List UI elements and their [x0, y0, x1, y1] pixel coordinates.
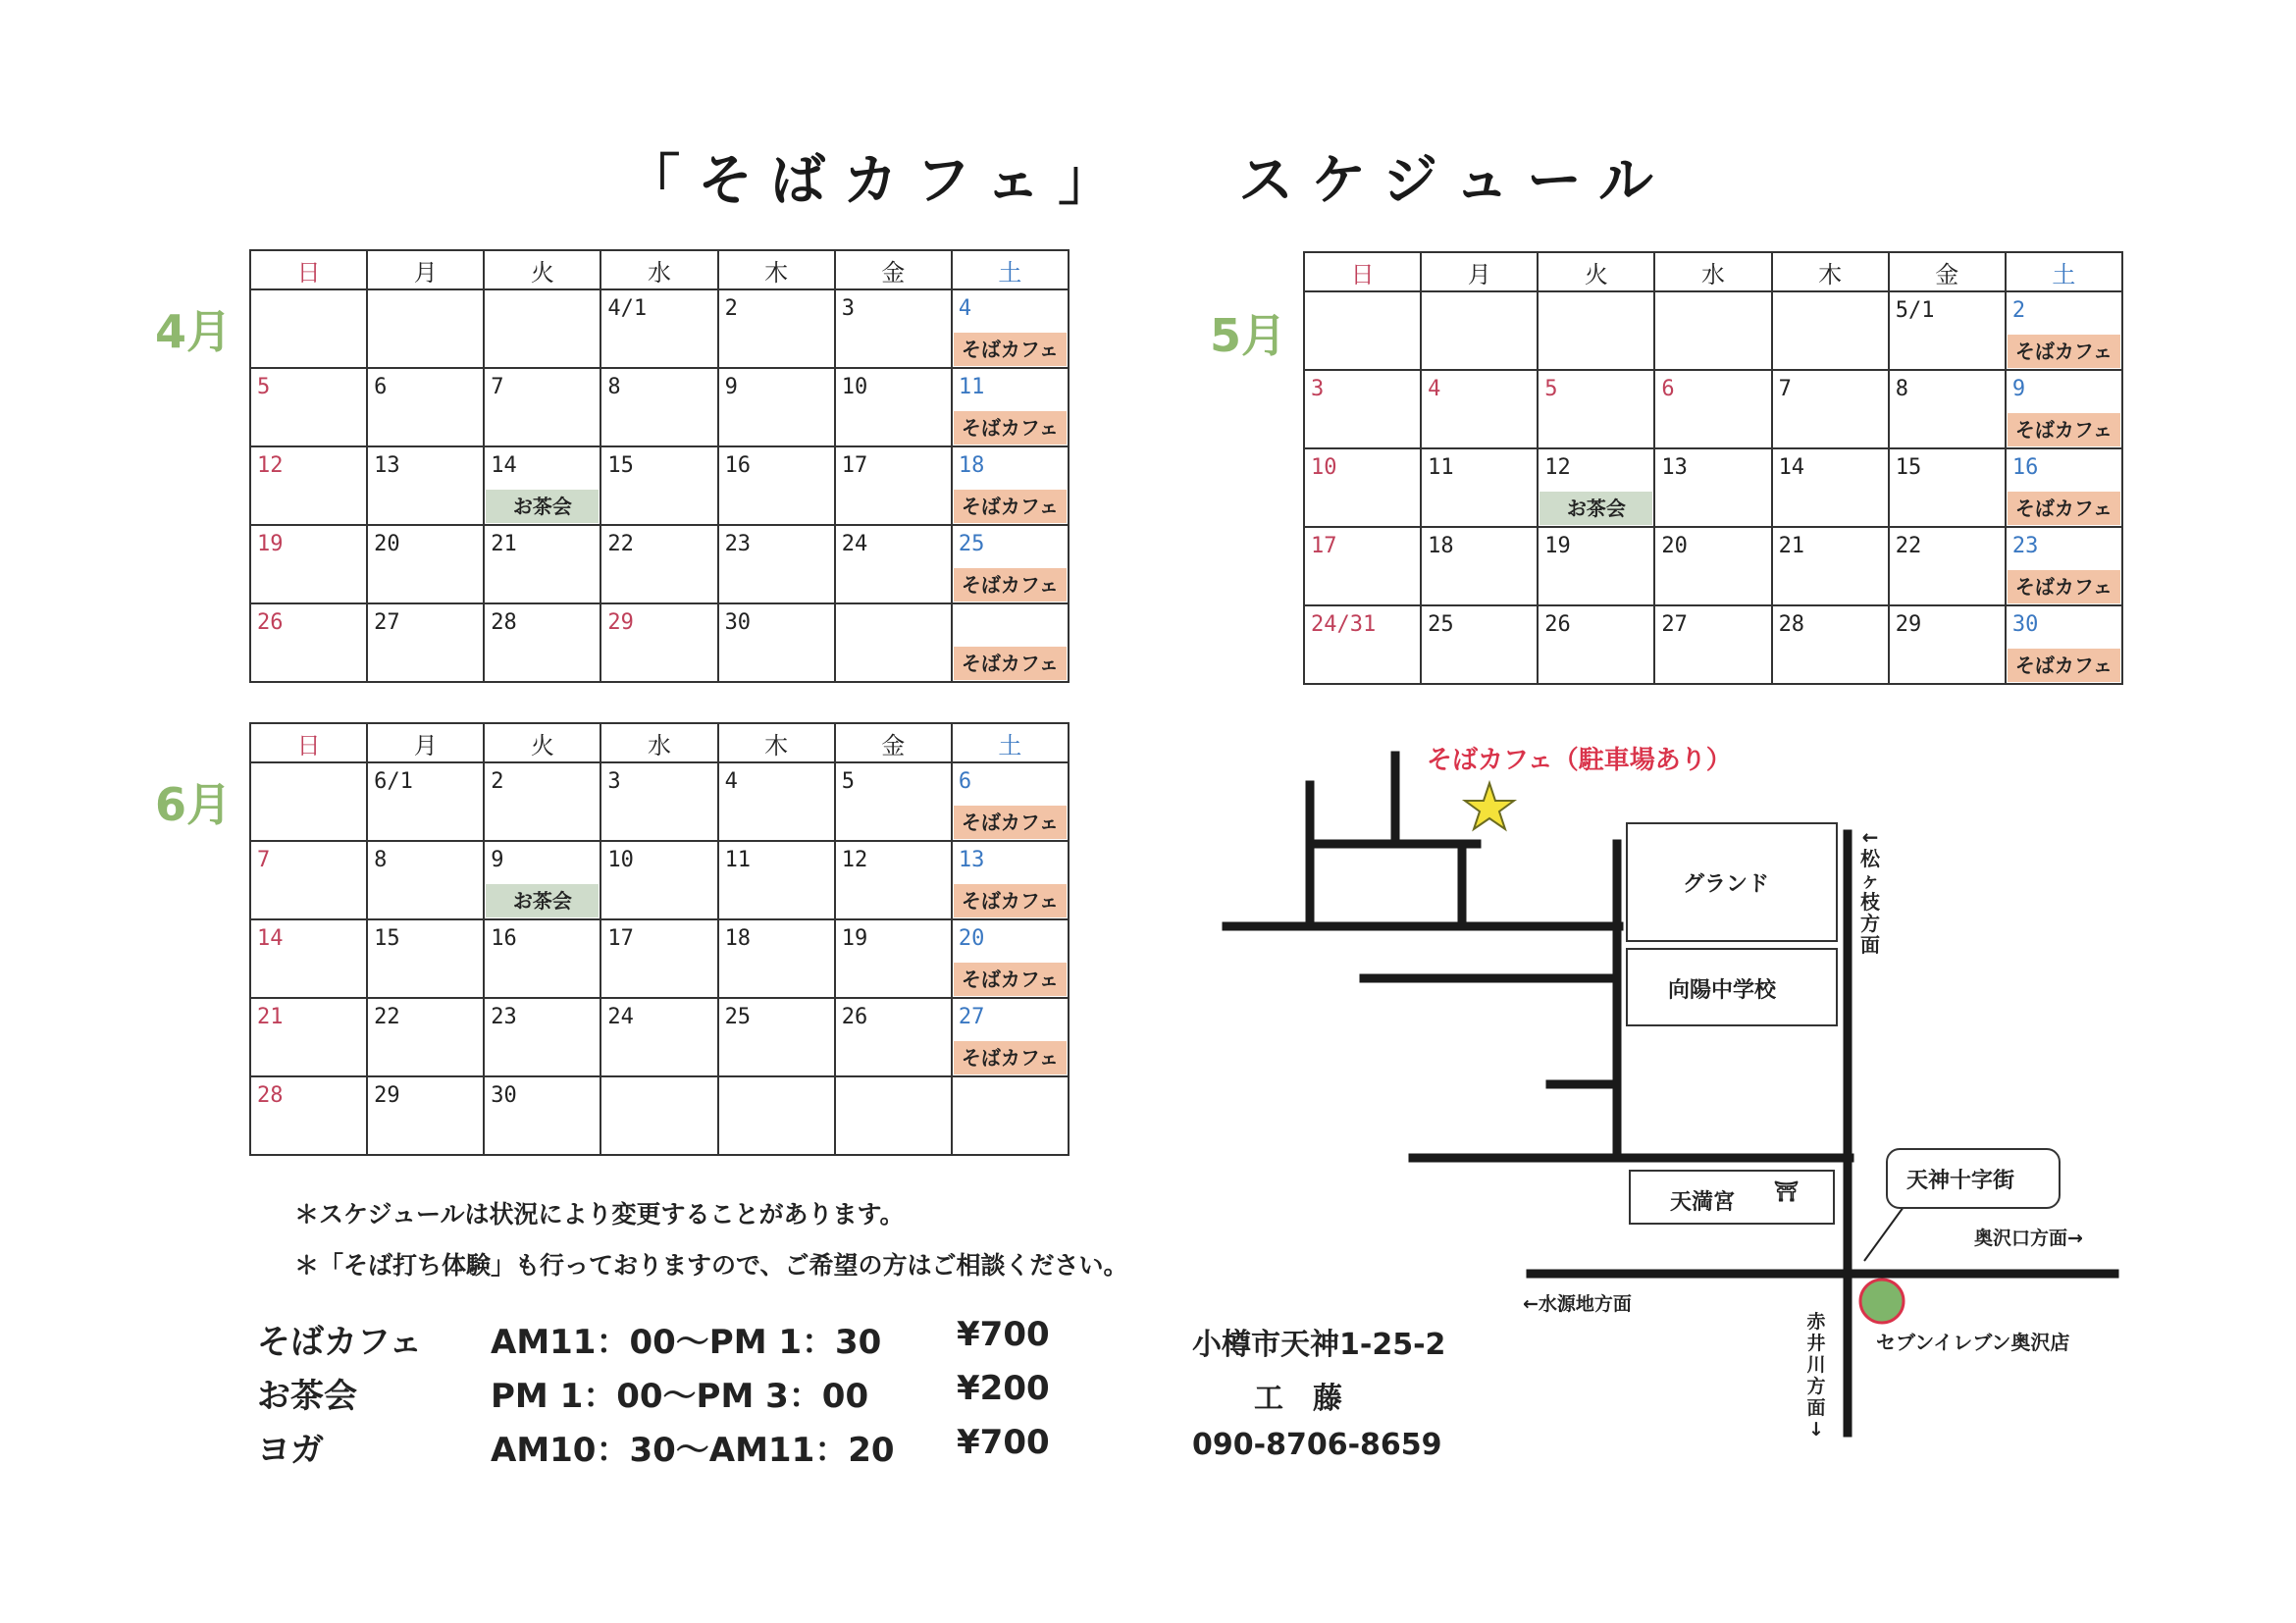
day-number: 21	[257, 1005, 284, 1029]
day-cell	[718, 603, 835, 682]
day-number: 5/1	[1895, 298, 1935, 323]
day-number: 23	[491, 1005, 517, 1029]
day-cell	[2006, 291, 2122, 370]
soba-cafe-event: そばカフェ	[2008, 492, 2120, 525]
day-cell	[1889, 448, 2006, 527]
day-cell	[952, 762, 1069, 841]
day-cell	[952, 525, 1069, 603]
tea-party-event: お茶会	[1539, 492, 1652, 525]
day-cell	[367, 762, 484, 841]
day-cell	[600, 762, 717, 841]
page-title: 「そばカフェ」 スケジュール	[625, 148, 1671, 213]
day-cell	[952, 919, 1069, 998]
weekday-header: 水	[600, 250, 717, 289]
april-label: 4月	[155, 305, 233, 358]
day-number: 22	[374, 1005, 400, 1029]
soba-cafe-event: そばカフェ	[954, 806, 1067, 839]
service-time-tea: PM 1：00〜PM 3：00	[491, 1377, 869, 1416]
day-cell	[952, 446, 1069, 525]
store-marker-icon	[1860, 1280, 1904, 1323]
tea-party-event: お茶会	[486, 490, 599, 523]
day-number: 18	[958, 453, 985, 478]
contact-phone: 090-8706-8659	[1192, 1428, 1442, 1462]
day-number: 9	[491, 848, 504, 872]
day-cell	[484, 368, 600, 446]
day-cell	[484, 603, 600, 682]
day-number: 13	[1661, 455, 1688, 480]
day-cell	[1304, 527, 1421, 605]
day-number: 16	[2011, 455, 2039, 480]
note-schedule-change: ＊スケジュールは状況により変更することがあります。	[294, 1200, 905, 1229]
day-cell	[250, 998, 367, 1076]
day-cell	[250, 919, 367, 998]
day-cell	[367, 525, 484, 603]
day-cell	[367, 368, 484, 446]
day-number: 29	[1895, 612, 1922, 637]
day-cell	[1538, 291, 1654, 370]
day-cell	[1772, 370, 1889, 448]
day-cell	[718, 841, 835, 919]
tea-party-event: お茶会	[486, 884, 599, 917]
weekday-header: 金	[1889, 252, 2006, 291]
weekday-header: 月	[1421, 252, 1538, 291]
service-name-cafe: そばカフェ	[257, 1323, 423, 1362]
day-number: 22	[1895, 534, 1922, 558]
suigen-label: ←水源地方面	[1523, 1293, 1632, 1315]
akaigawa-label: 赤井川方面↓	[1806, 1311, 1826, 1440]
weekday-header: 金	[835, 250, 952, 289]
day-cell	[600, 998, 717, 1076]
day-number: 12	[1544, 455, 1571, 480]
service-price-tea: ¥200	[957, 1369, 1050, 1408]
day-number: 25	[958, 532, 985, 556]
day-cell	[952, 998, 1069, 1076]
day-number: 30	[724, 610, 752, 635]
weekday-header: 土	[952, 250, 1069, 289]
day-number: 30	[2011, 612, 2039, 637]
day-number: 12	[841, 848, 868, 872]
day-number: 11	[1428, 455, 1454, 480]
service-price-cafe: ¥700	[957, 1315, 1050, 1354]
day-cell	[1654, 448, 1771, 527]
day-number: 16	[491, 926, 517, 951]
day-number: 15	[374, 926, 400, 951]
day-cell	[600, 603, 717, 682]
day-number: 29	[607, 610, 634, 635]
service-time-yoga: AM10：30〜AM11：20	[491, 1431, 895, 1470]
day-number: 25	[1428, 612, 1454, 637]
soba-cafe-event: そばカフェ	[954, 411, 1067, 445]
day-number: 7	[491, 375, 504, 399]
weekday-header: 月	[367, 723, 484, 762]
day-number: 20	[374, 532, 400, 556]
day-number: 2	[724, 296, 738, 321]
day-cell	[2006, 370, 2122, 448]
soba-cafe-event: そばカフェ	[954, 647, 1067, 680]
day-number: 4	[958, 296, 972, 321]
day-number: 26	[1544, 612, 1571, 637]
day-number: 6	[374, 375, 388, 399]
day-number: 13	[374, 453, 400, 478]
day-number: 16	[724, 453, 752, 478]
weekday-header: 火	[1538, 252, 1654, 291]
day-number: 20	[958, 926, 985, 951]
day-number: 18	[1428, 534, 1454, 558]
day-cell	[367, 841, 484, 919]
day-cell	[600, 841, 717, 919]
day-cell	[250, 525, 367, 603]
day-number: 4	[1428, 377, 1441, 401]
soba-cafe-event: そばカフェ	[954, 1041, 1067, 1074]
day-cell	[835, 525, 952, 603]
weekday-header: 日	[250, 723, 367, 762]
day-cell	[835, 841, 952, 919]
contact-address: 小樽市天神1-25-2	[1192, 1328, 1446, 1362]
day-cell	[1654, 291, 1771, 370]
school-label: 向陽中学校	[1668, 978, 1777, 1003]
day-number: 19	[1544, 534, 1571, 558]
star-icon	[1465, 783, 1514, 829]
day-cell	[1654, 370, 1771, 448]
day-cell	[952, 603, 1069, 682]
june-label: 6月	[155, 778, 233, 831]
day-number: 14	[257, 926, 284, 951]
day-cell	[600, 289, 717, 368]
day-number: 29	[374, 1083, 400, 1108]
day-cell	[718, 919, 835, 998]
day-cell	[250, 603, 367, 682]
day-cell	[1421, 370, 1538, 448]
day-number: 19	[841, 926, 868, 951]
day-number: 27	[1661, 612, 1688, 637]
day-cell	[600, 368, 717, 446]
day-cell	[600, 1076, 717, 1155]
day-number: 5	[841, 769, 855, 794]
day-cell	[952, 289, 1069, 368]
day-number: 28	[257, 1083, 284, 1108]
day-number: 22	[607, 532, 634, 556]
day-cell	[835, 998, 952, 1076]
soba-cafe-event: そばカフェ	[954, 333, 1067, 366]
day-cell	[484, 919, 600, 998]
day-cell	[835, 762, 952, 841]
day-number: 14	[1778, 455, 1805, 480]
day-number: 17	[607, 926, 634, 951]
day-number: 21	[491, 532, 517, 556]
day-cell	[835, 1076, 952, 1155]
day-number: 13	[958, 848, 985, 872]
day-cell	[600, 919, 717, 998]
day-number: 3	[1311, 377, 1325, 401]
day-cell	[835, 603, 952, 682]
day-cell	[1421, 605, 1538, 684]
day-number: 6	[958, 769, 972, 794]
day-number: 27	[958, 1005, 985, 1029]
day-number: 23	[724, 532, 752, 556]
day-number: 28	[491, 610, 517, 635]
day-cell	[250, 446, 367, 525]
cafe-map-label: そばカフェ（駐車場あり）	[1427, 746, 1732, 775]
weekday-header: 土	[952, 723, 1069, 762]
service-name-yoga: ヨガ	[257, 1431, 324, 1470]
day-number: 4	[724, 769, 738, 794]
day-number: 2	[491, 769, 504, 794]
day-cell	[718, 368, 835, 446]
weekday-header: 木	[718, 723, 835, 762]
day-number: 17	[841, 453, 868, 478]
day-number: 18	[724, 926, 752, 951]
weekday-header: 木	[1772, 252, 1889, 291]
service-time-cafe: AM11：00〜PM 1：30	[491, 1323, 882, 1362]
day-number: 6	[1661, 377, 1675, 401]
day-number: 8	[374, 848, 388, 872]
day-cell	[718, 1076, 835, 1155]
day-cell	[1538, 527, 1654, 605]
day-number: 24	[841, 532, 868, 556]
day-cell	[1421, 448, 1538, 527]
weekday-header: 火	[484, 723, 600, 762]
day-cell	[250, 1076, 367, 1155]
day-cell	[1421, 291, 1538, 370]
day-cell	[835, 368, 952, 446]
day-cell	[1304, 605, 1421, 684]
matsugae-label: ←松ヶ枝方面	[1860, 825, 1880, 957]
weekday-header: 木	[718, 250, 835, 289]
soba-cafe-event: そばカフェ	[954, 963, 1067, 996]
day-number: 23	[2011, 534, 2039, 558]
day-number: 10	[607, 848, 634, 872]
grand-label: グランド	[1683, 872, 1770, 897]
may-label: 5月	[1210, 309, 1287, 362]
service-name-tea: お茶会	[257, 1377, 357, 1416]
weekday-header: 火	[484, 250, 600, 289]
day-cell	[484, 841, 600, 919]
service-price-yoga: ¥700	[957, 1423, 1050, 1462]
day-cell	[250, 841, 367, 919]
weekday-header: 水	[1654, 252, 1771, 291]
day-cell	[2006, 527, 2122, 605]
soba-cafe-event: そばカフェ	[954, 884, 1067, 917]
day-number: 19	[257, 532, 284, 556]
day-number: 12	[257, 453, 284, 478]
day-cell	[250, 368, 367, 446]
day-number: 10	[841, 375, 868, 399]
day-cell	[835, 289, 952, 368]
soba-cafe-event: そばカフェ	[954, 490, 1067, 523]
seven-eleven-label: セブンイレブン奥沢店	[1876, 1331, 2070, 1354]
day-cell	[1654, 527, 1771, 605]
weekday-header: 月	[367, 250, 484, 289]
april-calendar	[249, 249, 1070, 683]
day-cell	[1772, 527, 1889, 605]
soba-cafe-event: そばカフェ	[2008, 649, 2120, 682]
day-cell	[952, 1076, 1069, 1155]
day-cell	[484, 762, 600, 841]
note-soba-experience: ＊「そば打ち体験」も行っておりますので、ご希望の方はご相談ください。	[294, 1251, 1128, 1280]
day-number: 15	[607, 453, 634, 478]
day-cell	[484, 1076, 600, 1155]
day-number: 27	[374, 610, 400, 635]
weekday-header: 日	[250, 250, 367, 289]
day-number: 2	[2011, 298, 2026, 323]
may-calendar	[1303, 251, 2123, 685]
day-cell	[484, 998, 600, 1076]
weekday-header: 土	[2006, 252, 2122, 291]
torii-icon: ⛩	[1774, 1179, 1800, 1203]
day-cell	[1421, 527, 1538, 605]
day-cell	[600, 525, 717, 603]
shrine-label: 天満宮	[1670, 1190, 1736, 1215]
day-number: 11	[958, 375, 985, 399]
day-cell	[367, 998, 484, 1076]
weekday-header: 金	[835, 723, 952, 762]
day-cell	[1772, 605, 1889, 684]
day-cell	[250, 762, 367, 841]
day-cell	[484, 446, 600, 525]
day-cell	[952, 841, 1069, 919]
soba-cafe-event: そばカフェ	[2008, 335, 2120, 368]
intersection-label: 天神十字街	[1906, 1169, 2015, 1193]
day-cell	[1889, 370, 2006, 448]
day-cell	[718, 446, 835, 525]
june-calendar	[249, 722, 1070, 1156]
day-number: 24/31	[1311, 612, 1377, 637]
contact-name: 工 藤	[1254, 1382, 1342, 1416]
day-number: 26	[257, 610, 284, 635]
day-cell	[1889, 291, 2006, 370]
day-number: 14	[491, 453, 517, 478]
day-cell	[1654, 605, 1771, 684]
day-number: 9	[724, 375, 738, 399]
day-number: 25	[724, 1005, 752, 1029]
day-cell	[718, 289, 835, 368]
day-cell	[1304, 370, 1421, 448]
day-number: 26	[841, 1005, 868, 1029]
day-number: 28	[1778, 612, 1805, 637]
day-cell	[367, 919, 484, 998]
day-cell	[600, 446, 717, 525]
day-cell	[250, 289, 367, 368]
day-cell	[1538, 605, 1654, 684]
day-cell	[367, 603, 484, 682]
day-number: 5	[1544, 377, 1558, 401]
day-cell	[835, 446, 952, 525]
day-cell	[2006, 448, 2122, 527]
day-cell	[1304, 291, 1421, 370]
day-number: 20	[1661, 534, 1688, 558]
day-cell	[484, 289, 600, 368]
weekday-header: 日	[1304, 252, 1421, 291]
day-number: 8	[1895, 377, 1908, 401]
day-number: 7	[257, 848, 271, 872]
day-cell	[367, 446, 484, 525]
day-cell	[835, 919, 952, 998]
day-number: 3	[607, 769, 621, 794]
okusawa-label: 奥沢口方面→	[1974, 1228, 2083, 1249]
day-number: 4/1	[607, 296, 648, 321]
day-number: 15	[1895, 455, 1922, 480]
day-cell	[367, 289, 484, 368]
day-cell	[1772, 291, 1889, 370]
day-number: 21	[1778, 534, 1805, 558]
access-map	[1217, 726, 2129, 1452]
day-number: 5	[257, 375, 271, 399]
day-cell	[1304, 448, 1421, 527]
day-number: 7	[1778, 377, 1792, 401]
soba-cafe-event: そばカフェ	[2008, 413, 2120, 446]
day-cell	[1538, 448, 1654, 527]
day-cell	[952, 368, 1069, 446]
day-cell	[718, 762, 835, 841]
day-cell	[1889, 527, 2006, 605]
day-cell	[1772, 448, 1889, 527]
day-number: 24	[607, 1005, 634, 1029]
day-number: 17	[1311, 534, 1337, 558]
day-number: 9	[2011, 377, 2026, 401]
day-number: 8	[607, 375, 621, 399]
day-cell	[1538, 370, 1654, 448]
day-cell	[1889, 605, 2006, 684]
day-cell	[2006, 605, 2122, 684]
day-number: 11	[724, 848, 752, 872]
day-cell	[367, 1076, 484, 1155]
soba-cafe-event: そばカフェ	[2008, 570, 2120, 603]
soba-cafe-event: そばカフェ	[954, 568, 1067, 602]
day-number: 30	[491, 1083, 517, 1108]
day-cell	[484, 525, 600, 603]
day-cell	[718, 525, 835, 603]
day-number: 3	[841, 296, 855, 321]
day-number: 10	[1311, 455, 1337, 480]
day-number: 6/1	[374, 769, 413, 794]
day-cell	[718, 998, 835, 1076]
weekday-header: 水	[600, 723, 717, 762]
